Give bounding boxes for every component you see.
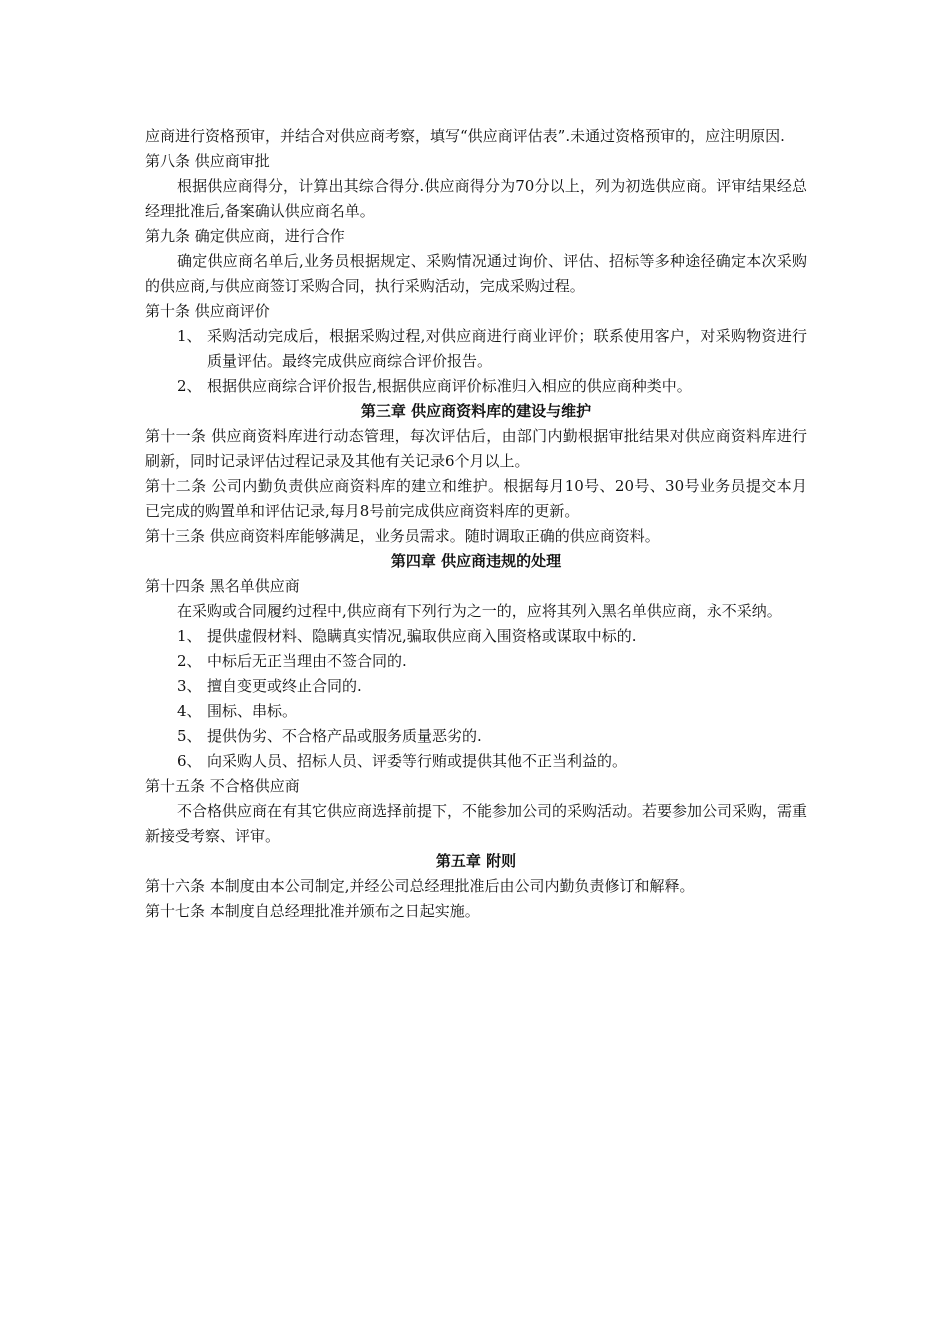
list-number: 5、: [177, 727, 202, 745]
list-text: 围标、串标。: [207, 702, 298, 720]
article-heading: 第九条 确定供应商，进行合作: [145, 227, 345, 245]
list-number: 1、: [177, 627, 202, 645]
paragraph: 第十二条 公司内勤负责供应商资料库的建立和维护。根据每月10号、20号、30号业务员提交本月已完成的购置单和评估记录,每月8号前完成供应商资料库的更新。: [145, 477, 807, 520]
paragraph: 第十一条 供应商资料库进行动态管理，每次评估后，由部门内勤根据审批结果对供应商资料库进行刷新，同时记录评估过程记录及其他有关记录6个月以上。: [145, 427, 807, 470]
list-text: 中标后无正当理由不签合同的.: [207, 652, 407, 670]
list-number: 2、: [177, 652, 202, 670]
list-number: 4、: [177, 702, 202, 720]
list-item: [145, 374, 807, 399]
list-item: [145, 649, 807, 674]
chapter-title: 第三章 供应商资料库的建设与维护: [360, 402, 592, 420]
article-heading: 第十条 供应商评价: [145, 302, 270, 320]
list-text: 擅自变更或终止合同的.: [207, 677, 362, 695]
paragraph: 第十七条 本制度自总经理批准并颁布之日起实施。: [145, 902, 480, 920]
paragraph: 确定供应商名单后,业务员根据规定、采购情况通过询价、评估、招标等多种途径确定本次采购的供应商,与供应商签订采购合同，执行采购活动，完成采购过程。: [145, 252, 807, 295]
list-number: 1、: [177, 327, 202, 345]
paragraph: 根据供应商得分，计算出其综合得分.供应商得分为70分以上，列为初选供应商。评审结果经总经理批准后,备案确认供应商名单。: [145, 177, 807, 220]
article-heading: 第十四条 黑名单供应商: [145, 577, 300, 595]
list-text: 提供伪劣、不合格产品或服务质量恶劣的.: [207, 727, 482, 745]
list-text: 根据供应商综合评价报告,根据供应商评价标准归入相应的供应商种类中。: [207, 377, 692, 395]
chapter-title: 第四章 供应商违规的处理: [390, 552, 562, 570]
paragraph: 不合格供应商在有其它供应商选择前提下，不能参加公司的采购活动。若要参加公司采购，需重新接受考察、评审。: [145, 802, 808, 845]
list-number: 6、: [177, 752, 202, 770]
list-text: 向采购人员、招标人员、评委等行贿或提供其他不正当利益的。: [207, 752, 628, 770]
list-item: [145, 699, 807, 724]
list-item: [145, 674, 807, 699]
list-item: [145, 724, 807, 749]
list-text: 采购活动完成后，根据采购过程,对供应商进行商业评价；联系使用客户，对采购物资进行质量评估。最终完成供应商综合评价报告。: [207, 327, 807, 370]
document-page: [145, 124, 807, 924]
article-heading: 第十五条 不合格供应商: [145, 777, 300, 795]
list-number: 3、: [177, 677, 202, 695]
list-text: 提供虚假材料、隐瞒真实情况,骗取供应商入围资格或谋取中标的.: [207, 627, 637, 645]
list-item: [145, 324, 807, 374]
article-heading: 第八条 供应商审批: [145, 152, 270, 170]
paragraph: 第十六条 本制度由本公司制定,并经公司总经理批准后由公司内勤负责修订和解释。: [145, 877, 695, 895]
list-number: 2、: [177, 377, 202, 395]
list-item: [145, 624, 807, 649]
paragraph: 应商进行资格预审，并结合对供应商考察，填写“供应商评估表”.未通过资格预审的，应注明原因.: [145, 127, 785, 145]
list-item: [145, 749, 807, 774]
paragraph: 第十三条 供应商资料库能够满足，业务员需求。随时调取正确的供应商资料。: [145, 527, 660, 545]
chapter-title: 第五章 附则: [435, 852, 517, 870]
paragraph: 在采购或合同履约过程中,供应商有下列行为之一的，应将其列入黑名单供应商，永不采纳。: [177, 602, 782, 620]
